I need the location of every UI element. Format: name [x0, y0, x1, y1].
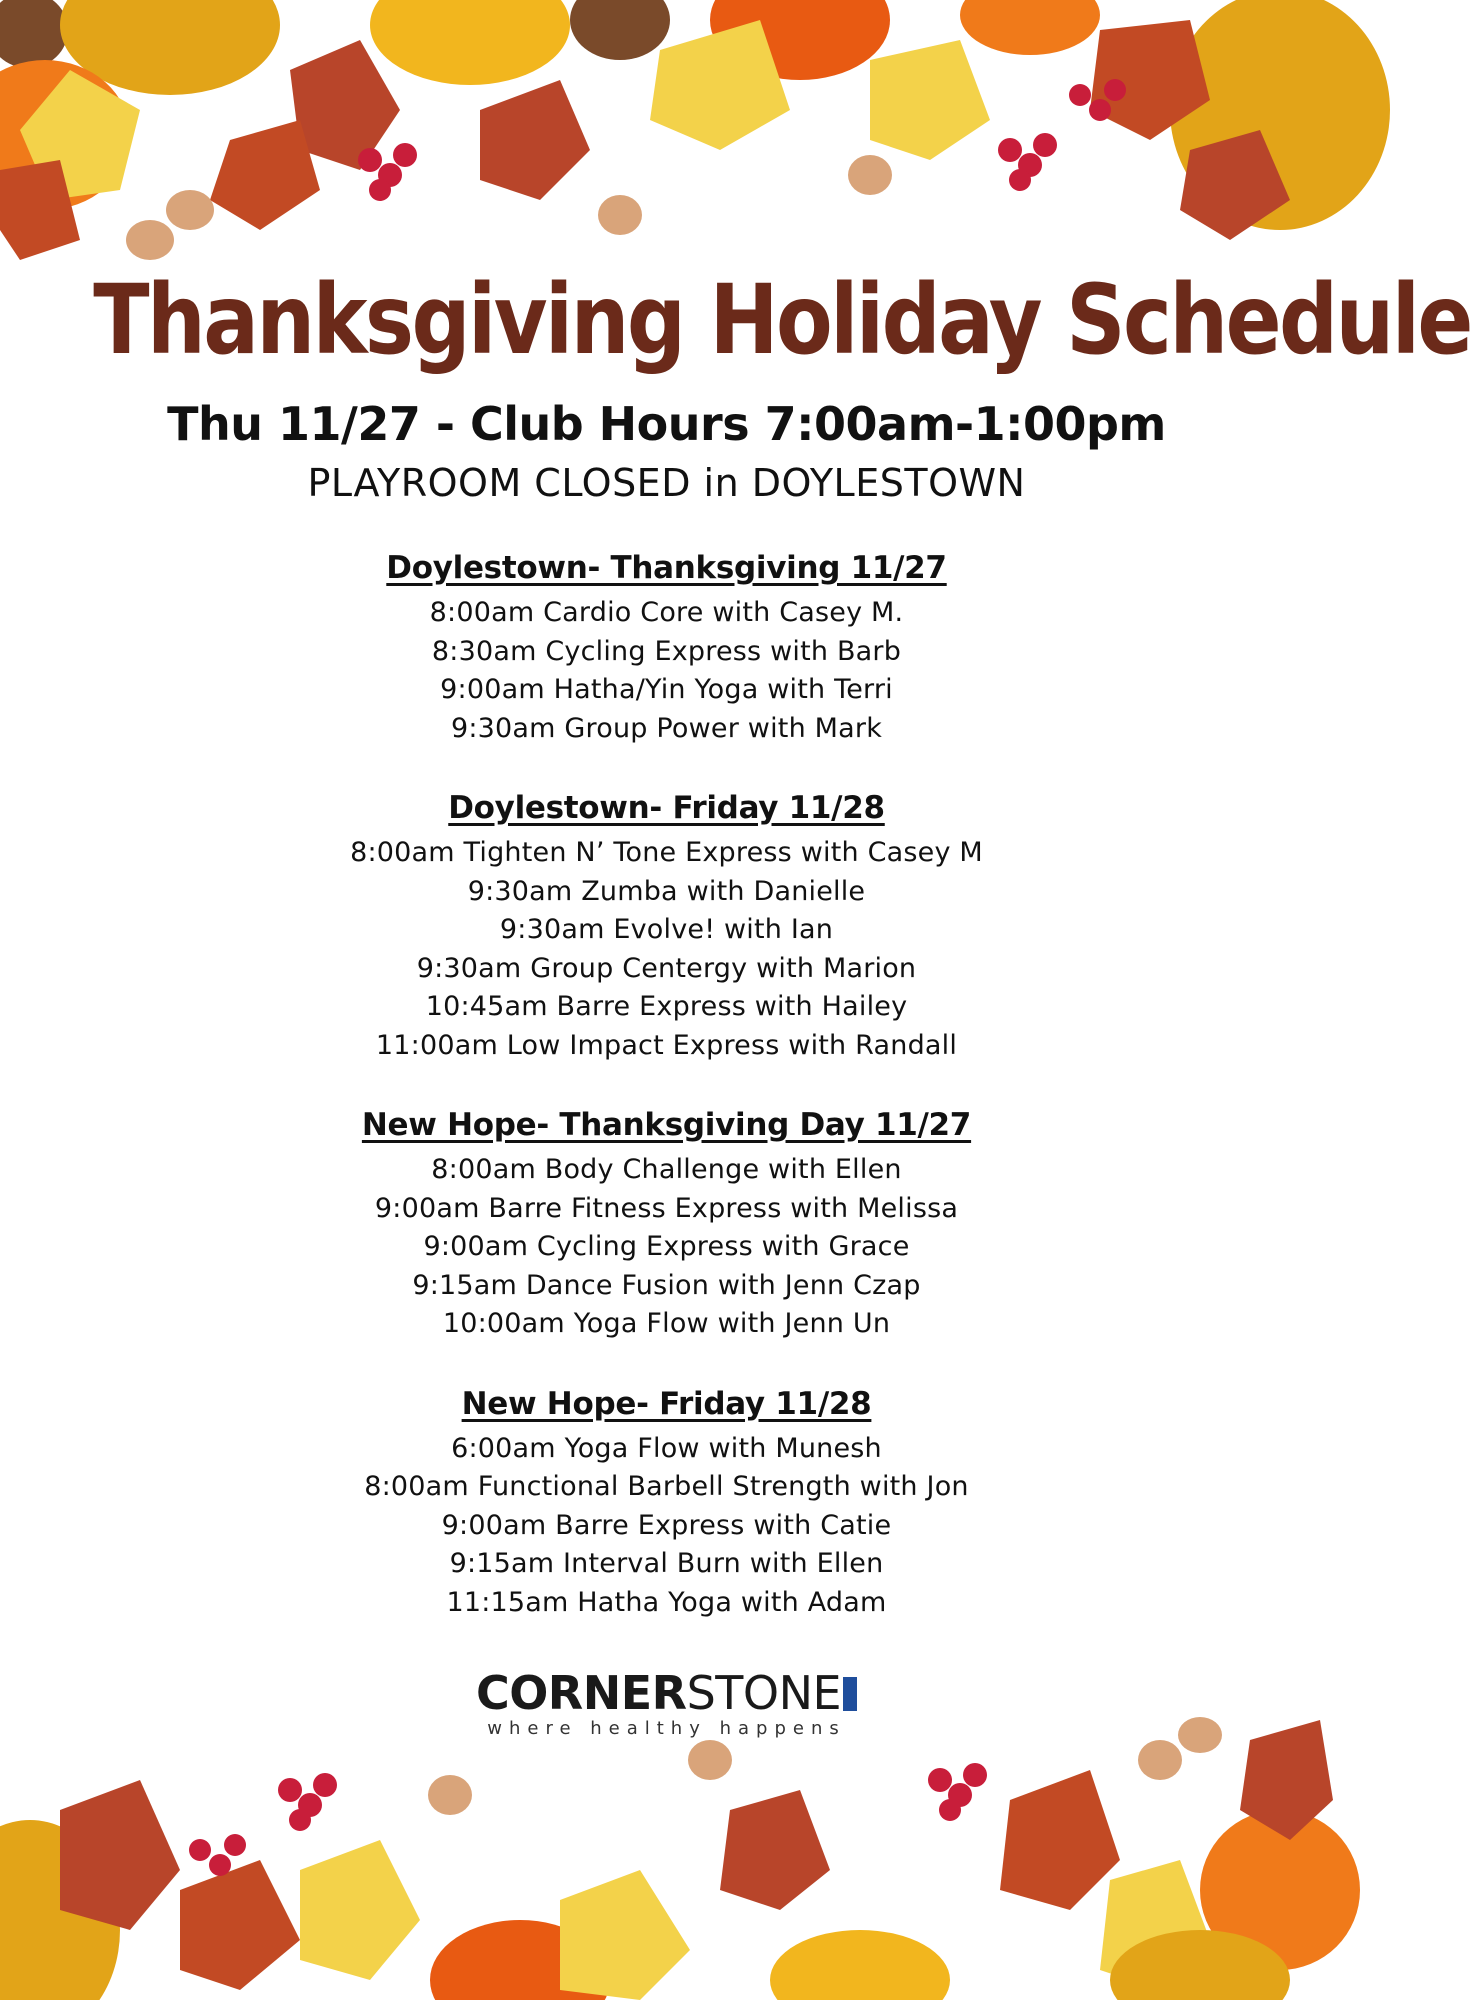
cornerstone-logo — [0, 1668, 1333, 1740]
class-item: 9:30am Group Power with Mark — [450, 712, 883, 744]
playroom-notice: PLAYROOM CLOSED in DOYLESTOWN — [307, 461, 1026, 505]
logo-bold-text: CORNER — [475, 1666, 687, 1720]
class-item: 9:30am Group Centergy with Marion — [416, 952, 917, 984]
section-title: New Hope- Thanksgiving Day 11/27 — [361, 1107, 972, 1143]
autumn-top-border — [0, 0, 1333, 300]
class-item: 11:15am Hatha Yoga with Adam — [446, 1586, 887, 1618]
class-item: 8:00am Body Challenge with Ellen — [431, 1154, 902, 1185]
class-item: 8:00am Tighten N’ Tone Express with Casey M — [350, 837, 983, 868]
class-item: 8:00am Functional Barbell Strength with Jon — [364, 1471, 969, 1502]
section-title: Doylestown- Friday 11/28 — [448, 790, 885, 826]
section-title: Doylestown- Thanksgiving 11/27 — [386, 550, 947, 586]
logo-square-icon — [843, 1677, 857, 1711]
page-title: Thanksgiving Holiday Schedule — [93, 264, 1471, 376]
section-title: New Hope- Friday 11/28 — [461, 1385, 872, 1422]
class-item: 9:30am Zumba with Danielle — [467, 875, 866, 907]
schedule-content — [0, 264, 1471, 1740]
class-item: 6:00am Yoga Flow with Munesh — [451, 1432, 882, 1464]
class-item: 9:00am Barre Fitness Express with Melissa — [374, 1192, 959, 1224]
class-item: 9:00am Barre Express with Catie — [441, 1509, 892, 1541]
class-item: 10:00am Yoga Flow with Jenn Un — [442, 1308, 891, 1339]
class-item: 11:00am Low Impact Express with Randall — [375, 1029, 958, 1061]
class-item: 8:30am Cycling Express with Barb — [431, 635, 902, 667]
class-item: 9:00am Cycling Express with Grace — [423, 1231, 910, 1262]
class-item: 9:15am Dance Fusion with Jenn Czap — [412, 1269, 921, 1301]
section-doylestown-thanksgiving — [0, 546, 1333, 748]
autumn-bottom-border — [0, 1720, 1333, 2000]
club-hours: Thu 11/27 - Club Hours 7:00am-1:00pm — [167, 397, 1166, 451]
section-newhope-friday — [0, 1382, 1333, 1623]
class-item: 10:45am Barre Express with Hailey — [425, 991, 908, 1022]
section-newhope-thanksgiving — [0, 1103, 1333, 1344]
logo-thin-text: STONE — [686, 1666, 842, 1720]
section-doylestown-friday — [0, 786, 1333, 1065]
class-item: 9:15am Interval Burn with Ellen — [449, 1548, 884, 1579]
class-item: 9:30am Evolve! with Ian — [499, 914, 834, 945]
logo-tagline: where healthy happens — [487, 1718, 846, 1739]
class-item: 9:00am Hatha/Yin Yoga with Terri — [440, 674, 893, 705]
class-item: 8:00am Cardio Core with Casey M. — [429, 597, 904, 628]
